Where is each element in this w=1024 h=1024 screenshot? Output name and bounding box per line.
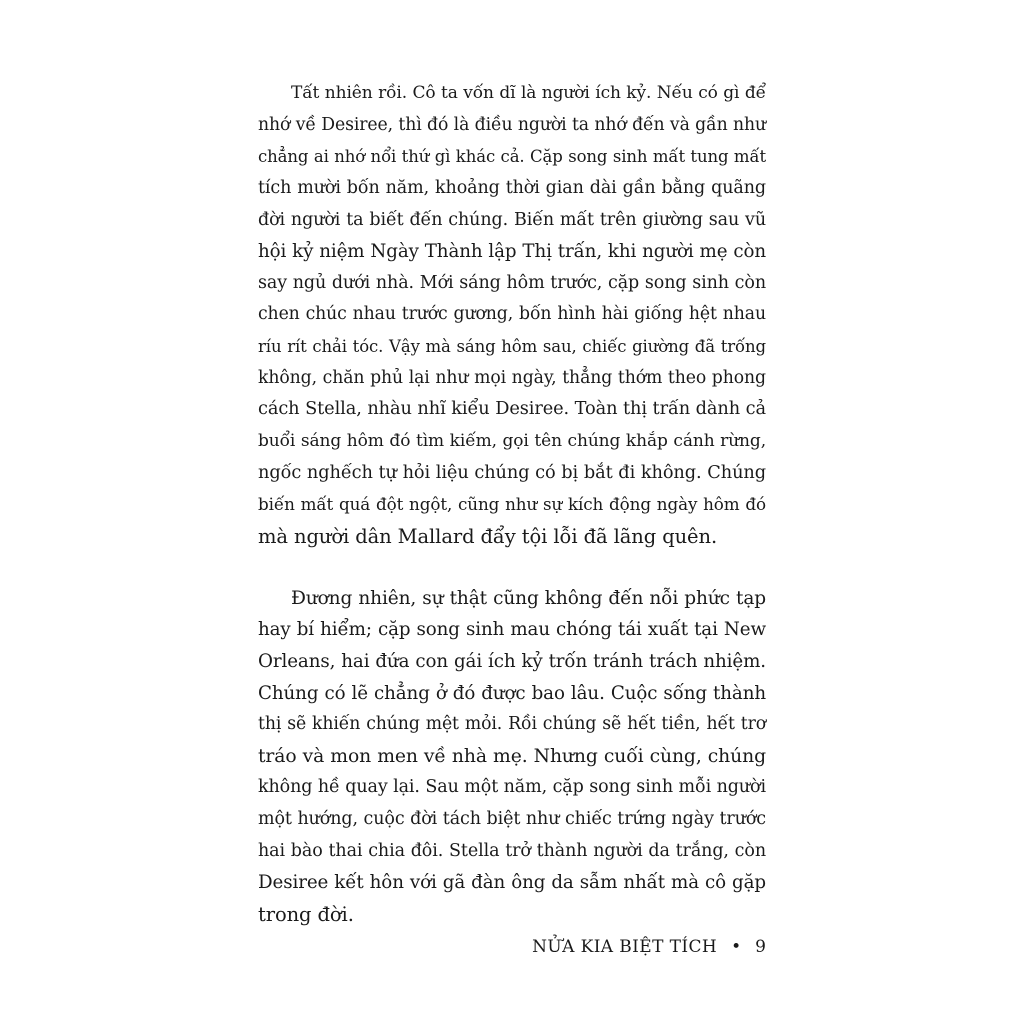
text-line: tráo và mon men về nhà mẹ. Nhưng cuối cùng, chúng bbox=[258, 745, 766, 767]
text-line: chen chúc nhau trước gương, bốn hình hài giống hệt nhau bbox=[258, 304, 766, 325]
paragraph-2 bbox=[258, 583, 766, 931]
text-line: nhớ về Desiree, thì đó là điều người ta nhớ đến và gần như bbox=[258, 114, 766, 135]
text-line: một hướng, cuộc đời tách biệt như chiếc trứng ngày trước bbox=[258, 809, 766, 830]
text-line: cách Stella, nhàu nhĩ kiểu Desiree. Toàn thị trấn dành cả bbox=[258, 399, 766, 420]
text-line: hay bí hiểm; cặp song sinh mau chóng tái xuất tại New bbox=[258, 619, 766, 641]
text-line: biến mất quá đột ngột, cũng như sự kích động ngày hôm đó bbox=[258, 494, 766, 515]
text-line: đời người ta biết đến chúng. Biến mất trên giường sau vũ bbox=[258, 209, 766, 230]
text-line: Đương nhiên, sự thật cũng không đến nỗi phức tạp bbox=[291, 587, 766, 609]
text-line: mà người dân Mallard đẩy tội lỗi đã lãng quên. bbox=[258, 524, 718, 548]
page-number: 9 bbox=[755, 937, 766, 957]
text-line: hai bào thai chia đôi. Stella trở thành người da trắng, còn bbox=[258, 840, 766, 861]
text-line: hội kỷ niệm Ngày Thành lập Thị trấn, khi người mẹ còn bbox=[258, 241, 766, 263]
text-line: say ngủ dưới nhà. Mới sáng hôm trước, cặp song sinh còn bbox=[258, 272, 766, 293]
text-line: Desiree kết hôn với gã đàn ông da sẫm nhất mà cô gặp bbox=[258, 872, 766, 894]
text-line: thị sẽ khiến chúng mệt mỏi. Rồi chúng sẽ hết tiền, hết trơ bbox=[258, 714, 766, 735]
paragraph-spacer bbox=[258, 553, 766, 583]
text-line: ríu rít chải tóc. Vậy mà sáng hôm sau, chiếc giường đã trống bbox=[258, 337, 766, 357]
body-text bbox=[258, 78, 766, 931]
text-line: Chúng có lẽ chẳng ở đó được bao lâu. Cuộc sống thành bbox=[258, 682, 766, 704]
text-line: Orleans, hai đứa con gái ích kỷ trốn tránh trách nhiệm. bbox=[258, 650, 766, 672]
text-line: không hề quay lại. Sau một năm, cặp song sinh mỗi người bbox=[258, 777, 766, 798]
text-line: trong đời. bbox=[258, 903, 354, 927]
footer-separator: • bbox=[731, 937, 742, 957]
page-footer bbox=[532, 932, 766, 962]
text-line: buổi sáng hôm đó tìm kiếm, gọi tên chúng khắp cánh rừng, bbox=[258, 431, 766, 452]
text-line: chẳng ai nhớ nổi thứ gì khác cả. Cặp song sinh mất tung mất bbox=[258, 147, 766, 167]
running-title: NỬA KIA BIỆT TÍCH bbox=[532, 937, 718, 957]
text-line: Tất nhiên rồi. Cô ta vốn dĩ là người ích kỷ. Nếu có gì để bbox=[291, 83, 766, 103]
text-line: tích mười bốn năm, khoảng thời gian dài gần bằng quãng bbox=[258, 177, 766, 198]
text-line: không, chăn phủ lại như mọi ngày, thẳng thớm theo phong bbox=[258, 367, 766, 388]
text-line: ngốc nghếch tự hỏi liệu chúng có bị bắt đi không. Chúng bbox=[258, 462, 766, 483]
paragraph-1 bbox=[258, 78, 766, 553]
